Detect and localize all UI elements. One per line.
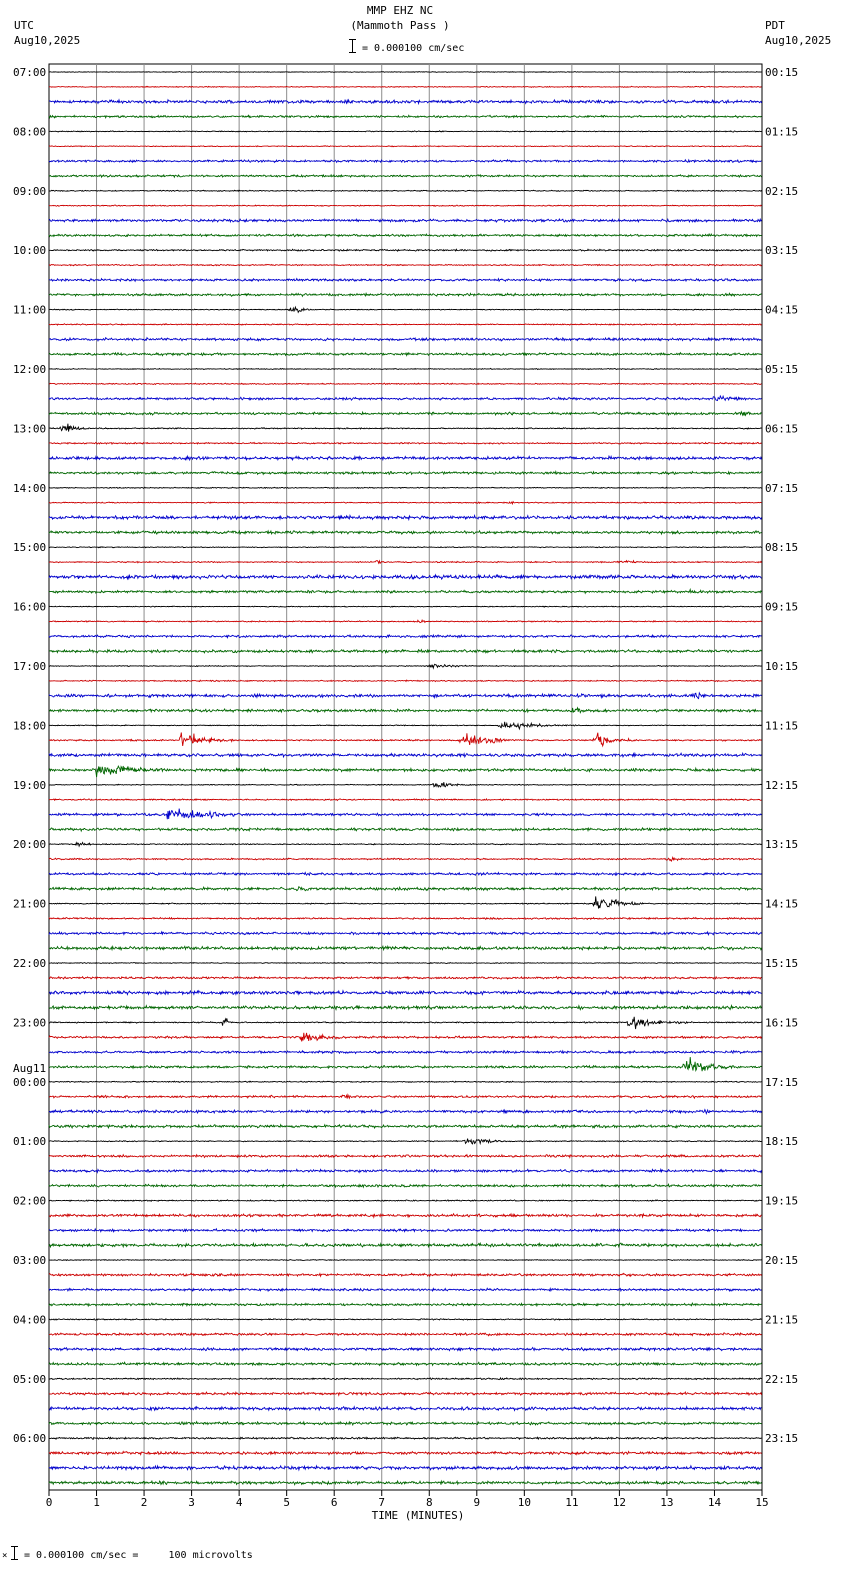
trace-43: [49, 708, 762, 713]
footer-marker: ×: [2, 1551, 8, 1561]
trace-66: [49, 1051, 762, 1054]
trace-88: [49, 1378, 762, 1380]
left-label-13:00: 13:00: [13, 422, 47, 436]
right-label-20:15: 20:15: [765, 1254, 799, 1267]
trace-81: [49, 1273, 762, 1276]
right-date: Aug10,2025: [765, 34, 832, 47]
x-tick-label-10: 10: [517, 1496, 531, 1509]
trace-50: [49, 809, 762, 820]
trace-group: [49, 72, 762, 1485]
trace-72: [49, 1139, 762, 1144]
right-label-22:15: 22:15: [765, 1372, 799, 1386]
right-timezone: PDT: [765, 19, 785, 32]
trace-46: [49, 753, 762, 757]
trace-84: [49, 1319, 762, 1321]
left-label-12:00: 12:00: [13, 363, 47, 376]
left-label-07:00: 07:00: [13, 66, 47, 79]
trace-34: [49, 575, 762, 579]
right-label-17:15: 17:15: [765, 1075, 799, 1089]
left-label-17:00: 17:00: [13, 660, 47, 673]
left-label-01:00: 01:00: [13, 1135, 47, 1149]
trace-16: [49, 307, 762, 312]
right-label-13:15: 13:15: [765, 838, 799, 852]
trace-18: [49, 338, 762, 341]
trace-93: [49, 1452, 762, 1455]
left-label-21:00: 21:00: [13, 897, 47, 911]
trace-87: [49, 1362, 762, 1365]
trace-20: [49, 368, 762, 369]
trace-15: [49, 293, 762, 296]
trace-83: [49, 1303, 762, 1306]
left-label-10:00: 10:00: [13, 244, 47, 258]
left-label-19:00: 19:00: [13, 778, 47, 792]
right-label-16:15: 16:15: [765, 1016, 799, 1030]
trace-31: [49, 531, 762, 534]
trace-9: [49, 205, 762, 206]
trace-74: [49, 1169, 762, 1172]
x-tick-label-11: 11: [565, 1496, 579, 1509]
right-label-09:15: 09:15: [765, 600, 799, 614]
right-label-14:15: 14:15: [765, 897, 799, 911]
trace-25: [49, 442, 762, 444]
trace-42: [49, 693, 762, 699]
x-tick-label-8: 8: [425, 1496, 433, 1509]
x-tick-label-15: 15: [755, 1496, 769, 1509]
trace-82: [49, 1288, 762, 1291]
trace-26: [49, 456, 762, 460]
trace-91: [49, 1422, 762, 1425]
trace-55: [49, 887, 762, 891]
right-label-23:15: 23:15: [765, 1432, 799, 1446]
footer-scale-label: = 0.000100 cm/sec = 100 microvolts: [24, 1550, 253, 1561]
trace-79: [49, 1243, 762, 1247]
x-tick-label-13: 13: [660, 1496, 674, 1509]
left-label-22:00: 22:00: [13, 957, 47, 970]
right-label-03:15: 03:15: [765, 244, 799, 258]
trace-39: [49, 650, 762, 653]
left-date: Aug10,2025: [14, 34, 81, 47]
left-label-15:00: 15:00: [13, 541, 47, 555]
left-label-02:00: 02:00: [13, 1194, 47, 1208]
trace-47: [49, 766, 762, 777]
trace-48: [49, 782, 762, 787]
trace-45: [49, 733, 762, 746]
trace-7: [49, 175, 762, 177]
left-label-04:00: 04:00: [13, 1313, 47, 1327]
trace-58: [49, 932, 762, 935]
trace-64: [49, 1017, 762, 1029]
x-tick-label-2: 2: [140, 1496, 148, 1509]
x-tick-label-7: 7: [378, 1496, 386, 1509]
right-label-04:15: 04:15: [765, 303, 799, 317]
trace-11: [49, 234, 762, 237]
left-timezone: UTC: [14, 19, 34, 32]
trace-80: [49, 1260, 762, 1261]
trace-77: [49, 1214, 762, 1217]
left-label-14:00: 14:00: [13, 481, 47, 495]
trace-14: [49, 279, 762, 282]
right-label-15:15: 15:15: [765, 957, 799, 970]
left-label-16:00: 16:00: [13, 600, 47, 614]
trace-53: [49, 858, 762, 862]
footer-scale-cap-top: [11, 1546, 18, 1547]
right-label-18:15: 18:15: [765, 1135, 799, 1149]
x-tick-label-4: 4: [235, 1496, 243, 1509]
left-label-11:00: 11:00: [13, 303, 47, 317]
trace-51: [49, 828, 762, 831]
left-label-23:00: 23:00: [13, 1016, 47, 1030]
x-axis-label: TIME (MINUTES): [371, 1509, 465, 1522]
x-tick-label-14: 14: [707, 1496, 722, 1509]
trace-95: [49, 1481, 762, 1485]
trace-2: [49, 100, 762, 104]
x-tick-label-0: 0: [45, 1496, 53, 1509]
trace-27: [49, 472, 762, 475]
x-axis: [46, 1490, 769, 1509]
trace-12: [49, 249, 762, 251]
x-tick-label-9: 9: [473, 1496, 481, 1509]
right-label-05:15: 05:15: [765, 363, 799, 376]
left-label-00:00: 00:00: [13, 1075, 47, 1089]
trace-28: [49, 487, 762, 488]
trace-73: [49, 1155, 762, 1158]
trace-19: [49, 353, 762, 356]
trace-22: [49, 396, 762, 401]
trace-92: [49, 1437, 762, 1439]
x-tick-label-12: 12: [612, 1496, 627, 1509]
right-label-00:15: 00:15: [765, 66, 799, 79]
right-label-11:15: 11:15: [765, 719, 799, 733]
trace-24: [49, 424, 762, 432]
station-location: (Mammoth Pass ): [350, 19, 450, 32]
trace-17: [49, 324, 762, 325]
trace-69: [49, 1095, 762, 1099]
left-label-06:00: 06:00: [13, 1432, 47, 1446]
trace-65: [49, 1033, 762, 1042]
left-label-05:00: 05:00: [13, 1372, 47, 1386]
trace-94: [49, 1466, 762, 1470]
left-label-03:00: 03:00: [13, 1254, 47, 1267]
trace-57: [49, 918, 762, 920]
right-label-10:15: 10:15: [765, 660, 799, 673]
trace-0: [49, 72, 762, 73]
trace-60: [49, 963, 762, 964]
trace-67: [49, 1057, 762, 1071]
trace-68: [49, 1081, 762, 1082]
trace-4: [49, 131, 762, 132]
trace-56: [49, 896, 762, 908]
right-label-12:15: 12:15: [765, 778, 799, 792]
left-label-08:00: 08:00: [13, 125, 47, 139]
trace-62: [49, 991, 762, 995]
trace-90: [49, 1407, 762, 1411]
trace-13: [49, 264, 762, 266]
trace-49: [49, 799, 762, 801]
trace-70: [49, 1110, 762, 1114]
right-label-07:15: 07:15: [765, 481, 799, 495]
x-tick-label-6: 6: [330, 1496, 338, 1509]
scale-label: = 0.000100 cm/sec: [362, 43, 465, 54]
trace-54: [49, 873, 762, 876]
trace-35: [49, 590, 762, 594]
trace-36: [49, 606, 762, 607]
trace-71: [49, 1125, 762, 1128]
x-tick-label-5: 5: [283, 1496, 290, 1509]
trace-37: [49, 620, 762, 622]
date-change-label: Aug11: [13, 1061, 47, 1075]
right-label-21:15: 21:15: [765, 1313, 799, 1327]
trace-8: [49, 190, 762, 191]
x-tick-label-3: 3: [188, 1496, 195, 1509]
trace-1: [49, 86, 762, 87]
trace-78: [49, 1229, 762, 1232]
trace-40: [49, 664, 762, 668]
trace-63: [49, 1006, 762, 1010]
trace-10: [49, 219, 762, 222]
trace-85: [49, 1333, 762, 1336]
trace-44: [49, 722, 762, 729]
trace-76: [49, 1200, 762, 1201]
trace-59: [49, 946, 762, 950]
trace-61: [49, 977, 762, 979]
trace-33: [49, 561, 762, 564]
right-label-08:15: 08:15: [765, 541, 799, 555]
footer-scale-bar-icon: [14, 1546, 15, 1560]
left-label-20:00: 20:00: [13, 838, 47, 852]
right-label-19:15: 19:15: [765, 1194, 799, 1208]
station-title: MMP EHZ NC: [366, 4, 434, 17]
right-label-02:15: 02:15: [765, 184, 799, 198]
trace-41: [49, 680, 762, 682]
footer-scale-cap-bottom: [11, 1559, 18, 1560]
x-tick-label-1: 1: [93, 1496, 100, 1509]
trace-21: [49, 383, 762, 384]
right-label-06:15: 06:15: [765, 422, 799, 436]
trace-23: [49, 412, 762, 416]
left-label-18:00: 18:00: [13, 719, 47, 733]
trace-89: [49, 1392, 762, 1395]
trace-52: [49, 843, 762, 847]
trace-29: [49, 502, 762, 504]
trace-3: [49, 115, 762, 118]
trace-30: [49, 516, 762, 520]
right-label-01:15: 01:15: [765, 125, 799, 139]
trace-86: [49, 1348, 762, 1351]
trace-32: [49, 547, 762, 548]
trace-38: [49, 635, 762, 638]
trace-6: [49, 160, 762, 163]
left-label-09:00: 09:00: [13, 184, 47, 198]
trace-5: [49, 146, 762, 147]
trace-75: [49, 1184, 762, 1187]
